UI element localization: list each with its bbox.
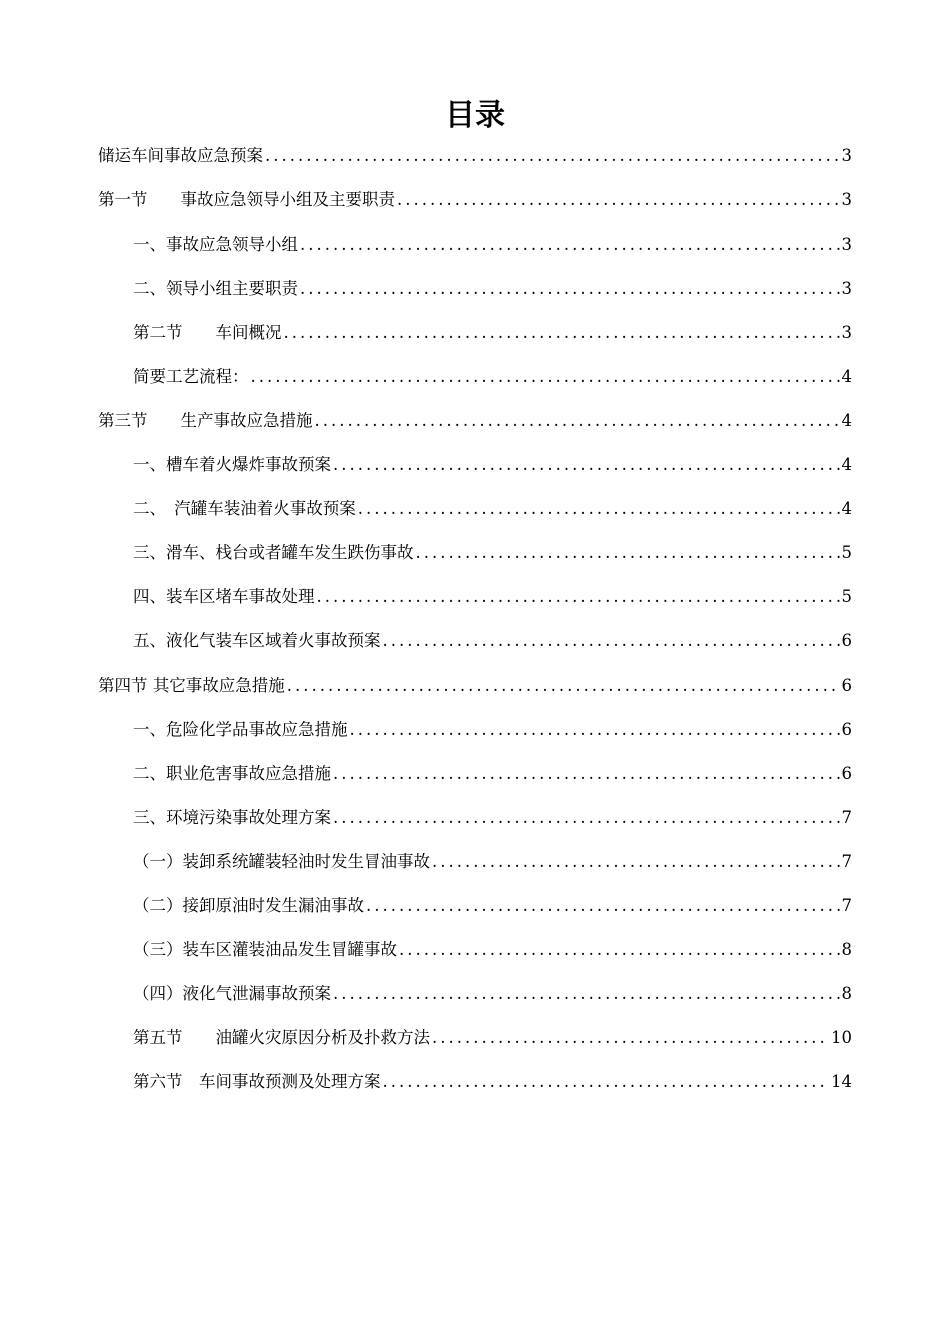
toc-entry-page: 14 [831, 1072, 852, 1091]
toc-entry-page: 3 [841, 323, 852, 342]
toc-entry[interactable] [98, 140, 852, 172]
dot-leader [358, 493, 840, 525]
toc-entry[interactable] [133, 273, 852, 305]
toc-entry-label: 三、环境污染事故处理方案 [133, 808, 331, 827]
toc-entry[interactable] [98, 405, 852, 437]
dot-leader [399, 934, 840, 966]
toc-entry-label: 第一节 事故应急领导小组及主要职责 [98, 190, 395, 209]
toc-entry-label: 第六节 车间事故预测及处理方案 [133, 1072, 381, 1091]
dot-leader [366, 890, 840, 922]
toc-entry[interactable] [133, 978, 852, 1010]
toc-entry[interactable] [133, 758, 852, 790]
dot-leader [265, 140, 840, 172]
toc-entry[interactable] [133, 802, 852, 834]
toc-entry-page: 3 [841, 235, 852, 254]
toc-entry-page: 4 [841, 455, 852, 474]
toc-entry-page: 4 [841, 499, 852, 518]
toc-entry-label: 储运车间事故应急预案 [98, 146, 263, 165]
toc-entry-page: 3 [841, 190, 852, 209]
toc-entry-page: 5 [841, 587, 852, 606]
toc-entry-label: 二、 汽罐车装油着火事故预案 [133, 499, 356, 518]
dot-leader [284, 317, 840, 349]
toc-entry-label: （一）装卸系统罐装轻油时发生冒油事故 [133, 852, 430, 871]
toc-entry-page: 7 [841, 896, 852, 915]
toc-entry-label: 二、领导小组主要职责 [133, 279, 298, 298]
dot-leader [317, 581, 840, 613]
toc-entry-label: 第四节 其它事故应急措施 [98, 676, 285, 695]
dot-leader [251, 361, 840, 393]
dot-leader [432, 1022, 829, 1054]
toc-entry-page: 8 [841, 940, 852, 959]
toc-entry[interactable] [133, 493, 852, 525]
toc-entry[interactable] [133, 449, 852, 481]
toc-entry-label: （三）装车区灌装油品发生冒罐事故 [133, 940, 397, 959]
toc-entry-label: 三、滑车、栈台或者罐车发生跌伤事故 [133, 543, 414, 562]
toc-entry[interactable] [133, 846, 852, 878]
toc-entry[interactable] [98, 184, 852, 216]
dot-leader [333, 802, 840, 834]
toc-entry-label: 第二节 车间概况 [133, 323, 282, 342]
toc-entry[interactable] [98, 670, 852, 702]
toc-entry-page: 7 [841, 852, 852, 871]
toc-entry-page: 4 [841, 367, 852, 386]
dot-leader [333, 758, 840, 790]
toc-entry-label: （二）接卸原油时发生漏油事故 [133, 896, 364, 915]
dot-leader [432, 846, 840, 878]
toc-entry-label: 四、装车区堵车事故处理 [133, 587, 315, 606]
dot-leader [333, 449, 840, 481]
toc-entry-label: 二、职业危害事故应急措施 [133, 764, 331, 783]
toc-entry-label: 一、槽车着火爆炸事故预案 [133, 455, 331, 474]
dot-leader [350, 714, 840, 746]
toc-entry-label: 一、危险化学品事故应急措施 [133, 720, 348, 739]
toc-entry-page: 7 [841, 808, 852, 827]
toc-entry[interactable] [133, 317, 852, 349]
dot-leader [287, 670, 840, 702]
toc-entry[interactable] [133, 361, 852, 393]
toc-entry-label: （四）液化气泄漏事故预案 [133, 984, 331, 1003]
toc-entry-page: 4 [841, 411, 852, 430]
toc-entry-page: 6 [841, 720, 852, 739]
dot-leader [397, 184, 840, 216]
toc-entry-page: 3 [841, 146, 852, 165]
toc-entry-page: 3 [841, 279, 852, 298]
dot-leader [300, 229, 840, 261]
toc-entry-label: 五、液化气装车区域着火事故预案 [133, 631, 381, 650]
toc-entry[interactable] [133, 1022, 852, 1054]
dot-leader [383, 625, 840, 657]
dot-leader [383, 1066, 830, 1098]
dot-leader [300, 273, 840, 305]
toc-entry-page: 6 [841, 631, 852, 650]
toc-entry[interactable] [133, 934, 852, 966]
toc-entry-label: 第五节 油罐火灾原因分析及扑救方法 [133, 1028, 430, 1047]
toc-entry[interactable] [133, 537, 852, 569]
dot-leader [315, 405, 840, 437]
toc-entry-page: 5 [841, 543, 852, 562]
toc-entry-page: 6 [841, 676, 852, 695]
toc-entry-label: 一、事故应急领导小组 [133, 235, 298, 254]
toc-entry-page: 10 [831, 1028, 852, 1047]
toc-entry[interactable] [133, 229, 852, 261]
toc-entry-label: 简要工艺流程： [133, 367, 249, 386]
toc-entry[interactable] [133, 1066, 852, 1098]
toc-entry[interactable] [133, 581, 852, 613]
toc-entry[interactable] [133, 890, 852, 922]
toc-entry-page: 6 [841, 764, 852, 783]
dot-leader [333, 978, 840, 1010]
toc-entry[interactable] [133, 714, 852, 746]
toc-entry-label: 第三节 生产事故应急措施 [98, 411, 313, 430]
toc-title: 目录 [445, 98, 505, 133]
dot-leader [416, 537, 840, 569]
toc-entry[interactable] [133, 625, 852, 657]
toc-entry-page: 8 [841, 984, 852, 1003]
